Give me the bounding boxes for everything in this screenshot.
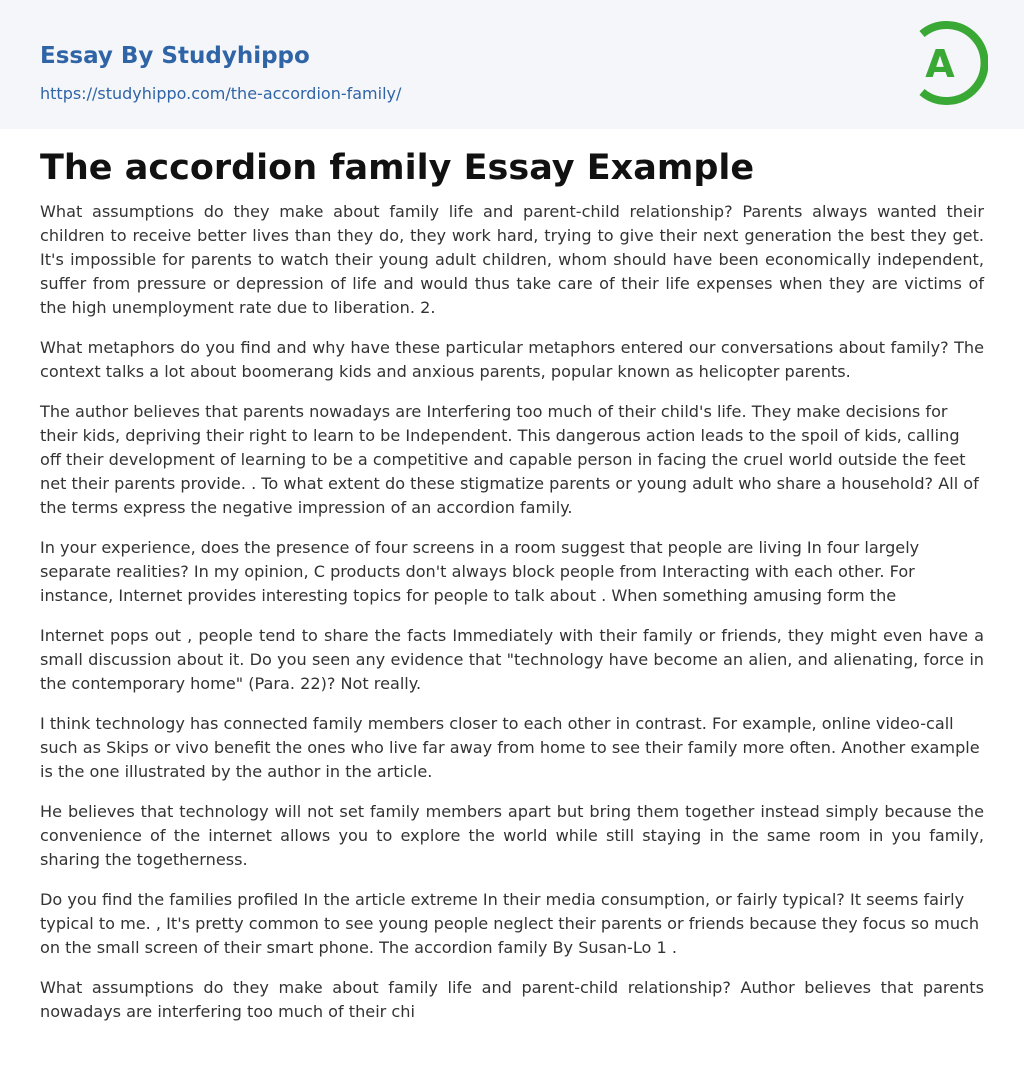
studyhippo-logo-icon[interactable]: [908, 18, 988, 106]
essay-paragraph: What assumptions do they make about family life and parent-child relationship? Parents always wanted their children to receive better lives than they do, they work hard, trying to give their next generation the best they get. It's impossible for parents to watch their young adult children, whom should have been economically independent, suffer from pressure or depression of life and would thus take care of their life expenses when they are victims of the high unemployment rate due to liberation. 2.: [40, 202, 984, 317]
logo-letter: A: [925, 42, 955, 86]
essay-paragraph: What assumptions do they make about family life and parent-child relationship? Author believes that parents nowadays are interfering too much of their chi: [40, 978, 984, 1021]
source-url-link[interactable]: https://studyhippo.com/the-accordion-family/: [40, 84, 402, 103]
essay-paragraph: He believes that technology will not set family members apart but bring them together instead simply because the convenience of the internet allows you to explore the world while still staying in the same room in you family, sharing the togetherness.: [40, 802, 984, 869]
essay-paragraph: In your experience, does the presence of four screens in a room suggest that people are living In four largely separate realities? In my opinion, C products don't always block people from Interacting with each other. For instance, Internet provides interesting topics for people to talk about . When something amusing form the: [40, 538, 920, 605]
essay-paragraph: Do you find the families profiled In the article extreme In their media consumption, or fairly typical? It seems fairly typical to me. , It's pretty common to see young people neglect their parents or friends because they focus so much on the small screen of their smart phone. The accordion family By Susan-Lo 1 .: [40, 890, 980, 957]
essay-body: [40, 200, 984, 1040]
essay-paragraph: I think technology has connected family members closer to each other in contrast. For example, online video-call such as Skips or vivo benefit the ones who live far away from home to see their family more often. Another example is the one illustrated by the author in the article.: [40, 714, 980, 781]
essay-paragraph: Internet pops out , people tend to share the facts Immediately with their family or friends, they might even have a small discussion about it. Do you seen any evidence that "technology have become an alien, and alienating, force in the contemporary home" (Para. 22)? Not really.: [40, 626, 984, 693]
essay-paragraph: The author believes that parents nowadays are Interfering too much of their child's life. They make decisions for their kids, depriving their right to learn to be Independent. This dangerous action leads to the spoil of kids, calling off their development of learning to be a competitive and capable person in facing the cruel world outside the feet net their parents provide. . To what extent do these stigmatize parents or young adult who share a household? All of the terms express the negative impression of an accordion family.: [40, 402, 979, 517]
essay-paragraph: What metaphors do you find and why have these particular metaphors entered our conversations about family? The context talks a lot about boomerang kids and anxious parents, popular known as helicopter parents.: [40, 338, 984, 381]
site-header: [0, 0, 1024, 129]
page-title: The accordion family Essay Example: [40, 148, 755, 188]
site-brand[interactable]: Essay By Studyhippo: [40, 43, 310, 69]
